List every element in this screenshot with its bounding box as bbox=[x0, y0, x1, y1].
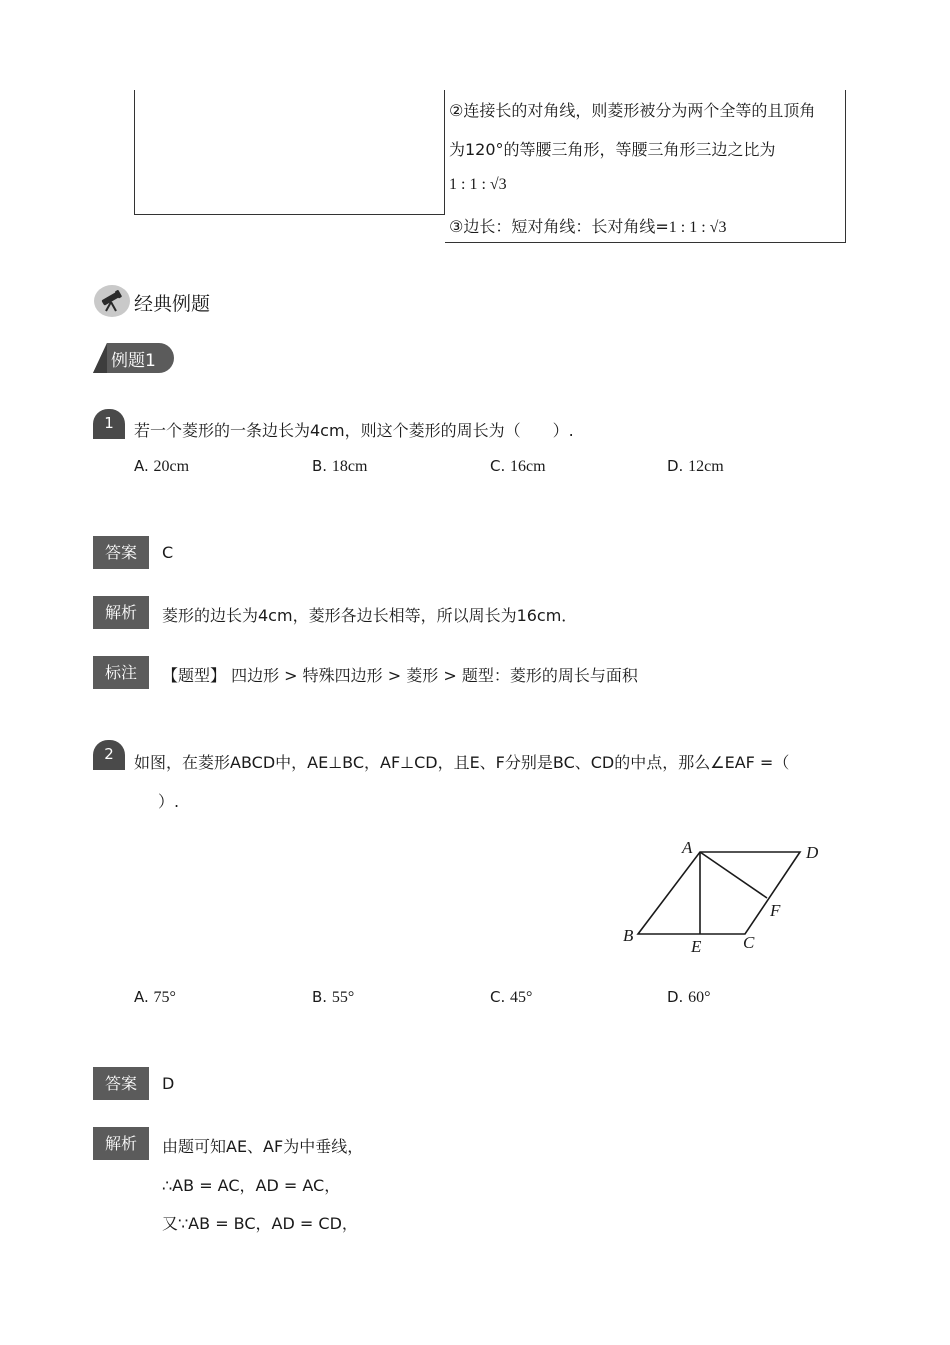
question-number-2: 2 bbox=[104, 745, 114, 763]
q1-analysis: 菱形的边长为4cm，菱形各边长相等，所以周长为16cm． bbox=[162, 606, 578, 625]
q1-option-c: C. 16cm bbox=[490, 457, 546, 475]
q2-analysis-line-3: 又∵AB = BC，AD = CD， bbox=[162, 1214, 358, 1233]
q1-answer: C bbox=[162, 543, 174, 562]
section-title: 经典例题 bbox=[134, 293, 211, 315]
q1-note-tag: 标注 bbox=[93, 656, 149, 689]
q2-answer-tag: 答案 bbox=[93, 1067, 149, 1100]
q1-option-d: D. 12cm bbox=[667, 457, 724, 475]
label-e: E bbox=[691, 937, 702, 956]
table-line-4-ratio: 1 : 1 : √3 bbox=[668, 219, 727, 236]
question-number-1: 1 bbox=[104, 414, 114, 432]
q2-analysis-line-1: 由题可知AE、AF为中垂线， bbox=[162, 1137, 364, 1156]
label-f: F bbox=[770, 901, 781, 920]
q1-analysis-tag: 解析 bbox=[93, 596, 149, 629]
q2-option-d: D. 60° bbox=[667, 988, 711, 1006]
q2-analysis-line-2: ∴AB = AC，AD = AC， bbox=[162, 1176, 341, 1195]
telescope-icon bbox=[94, 285, 130, 317]
question-2-text-line-1: 如图，在菱形ABCD中，AE⊥BC，AF⊥CD，且E、F分别是BC、CD的中点，那么∠EAF =（ bbox=[134, 753, 790, 772]
question-1-text: 若一个菱形的一条边长为4cm，则这个菱形的周长为（ ）. bbox=[134, 421, 574, 440]
q1-option-a: A. 20cm bbox=[134, 457, 190, 475]
table-line-1: ②连接长的对角线，则菱形被分为两个全等的且顶角 bbox=[449, 101, 816, 120]
table-cell-left bbox=[134, 90, 445, 215]
q2-answer: D bbox=[162, 1074, 175, 1093]
q2-option-c: C. 45° bbox=[490, 988, 533, 1006]
q2-option-b: B. 55° bbox=[312, 988, 355, 1006]
label-a: A bbox=[682, 838, 693, 857]
question-2-text-line-2: ）. bbox=[158, 792, 180, 811]
rhombus-figure bbox=[615, 832, 830, 962]
label-d: D bbox=[806, 843, 819, 862]
label-c: C bbox=[743, 933, 755, 952]
table-line-4 bbox=[449, 214, 726, 237]
table-line-3: 1 : 1 : √3 bbox=[449, 176, 507, 193]
q2-analysis-tag: 解析 bbox=[93, 1127, 149, 1160]
q1-option-b: B. 18cm bbox=[312, 457, 368, 475]
label-b: B bbox=[623, 926, 634, 945]
example-tab-label: 例题1 bbox=[111, 351, 156, 371]
table-line-4-prefix: ③边长：短对角线：长对角线= bbox=[449, 217, 669, 236]
segment-af bbox=[700, 852, 767, 898]
q1-note: 【题型】 四边形 > 特殊四边形 > 菱形 > 题型：菱形的周长与面积 bbox=[162, 666, 638, 685]
q1-answer-tag: 答案 bbox=[93, 536, 149, 569]
q2-option-a: A. 75° bbox=[134, 988, 176, 1006]
table-line-2: 为120°的等腰三角形，等腰三角形三边之比为 bbox=[449, 140, 776, 159]
